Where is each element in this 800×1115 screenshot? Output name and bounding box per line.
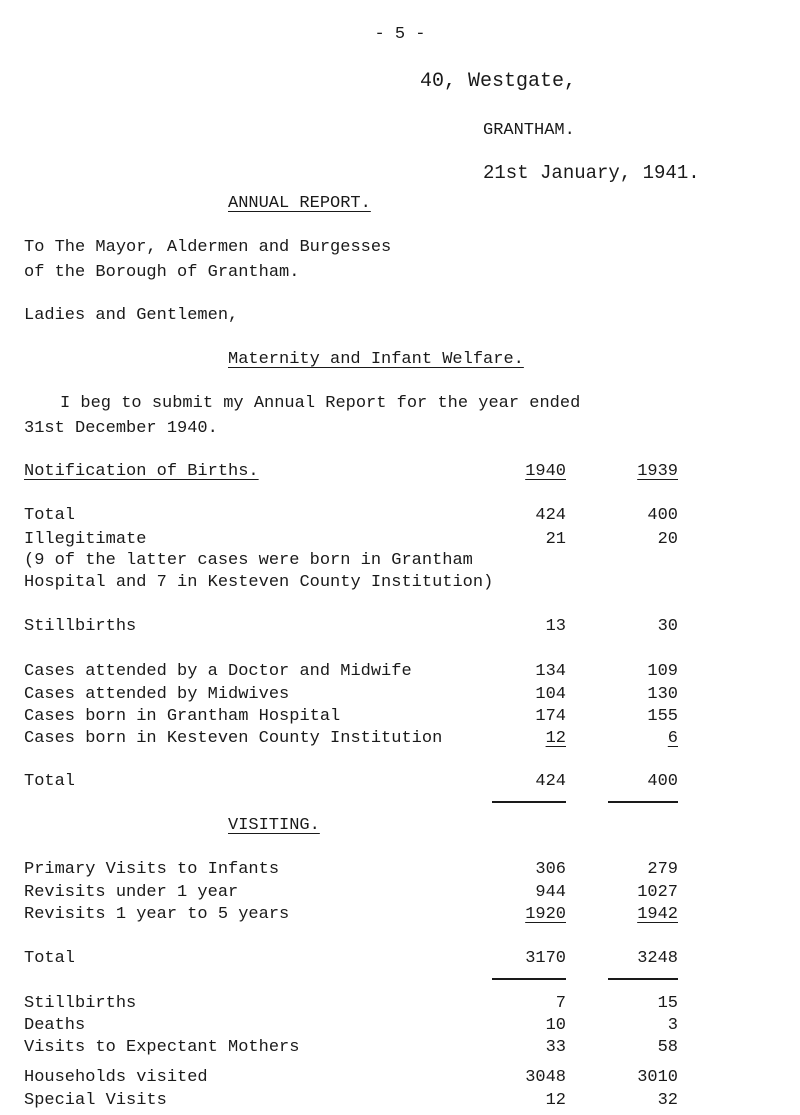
address-town: GRANTHAM. (483, 121, 575, 140)
households-1939: 3010 (637, 1068, 678, 1087)
illegitimate-1940: 21 (545, 530, 566, 549)
visiting-total-1939: 3248 (637, 949, 678, 968)
cases-row-label: Cases attended by a Doctor and Midwife (24, 662, 412, 681)
report-title: ANNUAL REPORT. (228, 194, 371, 213)
cases-row-1940: 104 (535, 685, 566, 704)
visiting-row-1940: 1920 (525, 905, 566, 924)
cases-row-1940: 12 (545, 729, 566, 748)
visiting-row-label: Revisits under 1 year (24, 883, 239, 902)
births-total-label: Total (24, 506, 76, 525)
illegitimate-label: Illegitimate (24, 530, 147, 549)
stillbirths-label: Stillbirths (24, 617, 137, 636)
cases-total-label: Total (24, 772, 76, 791)
special-visits-1940: 12 (545, 1091, 566, 1110)
visiting-total-label: Total (24, 949, 76, 968)
visiting-row-1939: 1942 (637, 905, 678, 924)
cases-row-1939: 6 (667, 729, 678, 748)
other-row-1939: 3 (667, 1016, 678, 1035)
visiting-row-label: Primary Visits to Infants (24, 860, 280, 879)
other-row-1940: 10 (545, 1016, 566, 1035)
visiting-row-1939: 1027 (637, 883, 678, 902)
visiting-heading: VISITING. (228, 816, 320, 835)
cases-row-1940: 134 (535, 662, 566, 681)
cases-total-1940: 424 (535, 772, 566, 791)
stillbirths-1939: 30 (657, 617, 678, 636)
other-row-label: Deaths (24, 1016, 86, 1035)
other-row-1940: 33 (545, 1038, 566, 1057)
visiting-rule-1940 (492, 978, 566, 980)
address-street: 40, Westgate, (420, 70, 577, 93)
visiting-row-label: Revisits 1 year to 5 years (24, 905, 290, 924)
cases-row-1940: 174 (535, 707, 566, 726)
column-header-1940: 1940 (525, 462, 566, 481)
households-1940: 3048 (525, 1068, 566, 1087)
notification-heading: Notification of Births. (24, 462, 259, 481)
total-rule-1940 (492, 801, 566, 803)
section-title: Maternity and Infant Welfare. (228, 350, 524, 369)
illegitimate-1939: 20 (657, 530, 678, 549)
visiting-row-1940: 306 (535, 860, 566, 879)
cases-row-1939: 155 (647, 707, 678, 726)
column-header-1939: 1939 (637, 462, 678, 481)
other-row-1939: 15 (657, 994, 678, 1013)
total-rule-1939 (608, 801, 678, 803)
illegitimate-note-line-1: (9 of the latter cases were born in Grantham (24, 551, 473, 570)
other-row-1939: 58 (657, 1038, 678, 1057)
illegitimate-note-line-2: Hospital and 7 in Kesteven County Institution) (24, 573, 494, 592)
special-visits-label: Special Visits (24, 1091, 167, 1110)
cases-row-label: Cases attended by Midwives (24, 685, 290, 704)
visiting-rule-1939 (608, 978, 678, 980)
salutation-line-2: of the Borough of Grantham. (24, 263, 300, 282)
intro-line-2: 31st December 1940. (24, 419, 218, 438)
salutation-line-1: To The Mayor, Aldermen and Burgesses (24, 238, 392, 257)
visiting-row-1940: 944 (535, 883, 566, 902)
births-total-1939: 400 (647, 506, 678, 525)
other-row-1940: 7 (555, 994, 566, 1013)
cases-row-1939: 130 (647, 685, 678, 704)
salutation-line-3: Ladies and Gentlemen, (24, 306, 239, 325)
visiting-total-1940: 3170 (525, 949, 566, 968)
households-label: Households visited (24, 1068, 208, 1087)
other-row-label: Stillbirths (24, 994, 137, 1013)
other-row-label: Visits to Expectant Mothers (24, 1038, 300, 1057)
cases-row-1939: 109 (647, 662, 678, 681)
page-number: - 5 - (374, 25, 426, 44)
report-date: 21st January, 1941. (483, 162, 700, 184)
cases-row-label: Cases born in Grantham Hospital (24, 707, 341, 726)
stillbirths-1940: 13 (545, 617, 566, 636)
cases-row-label: Cases born in Kesteven County Institution (24, 729, 443, 748)
special-visits-1939: 32 (657, 1091, 678, 1110)
births-total-1940: 424 (535, 506, 566, 525)
cases-total-1939: 400 (647, 772, 678, 791)
visiting-row-1939: 279 (647, 860, 678, 879)
intro-line-1: I beg to submit my Annual Report for the year ended (60, 394, 581, 413)
